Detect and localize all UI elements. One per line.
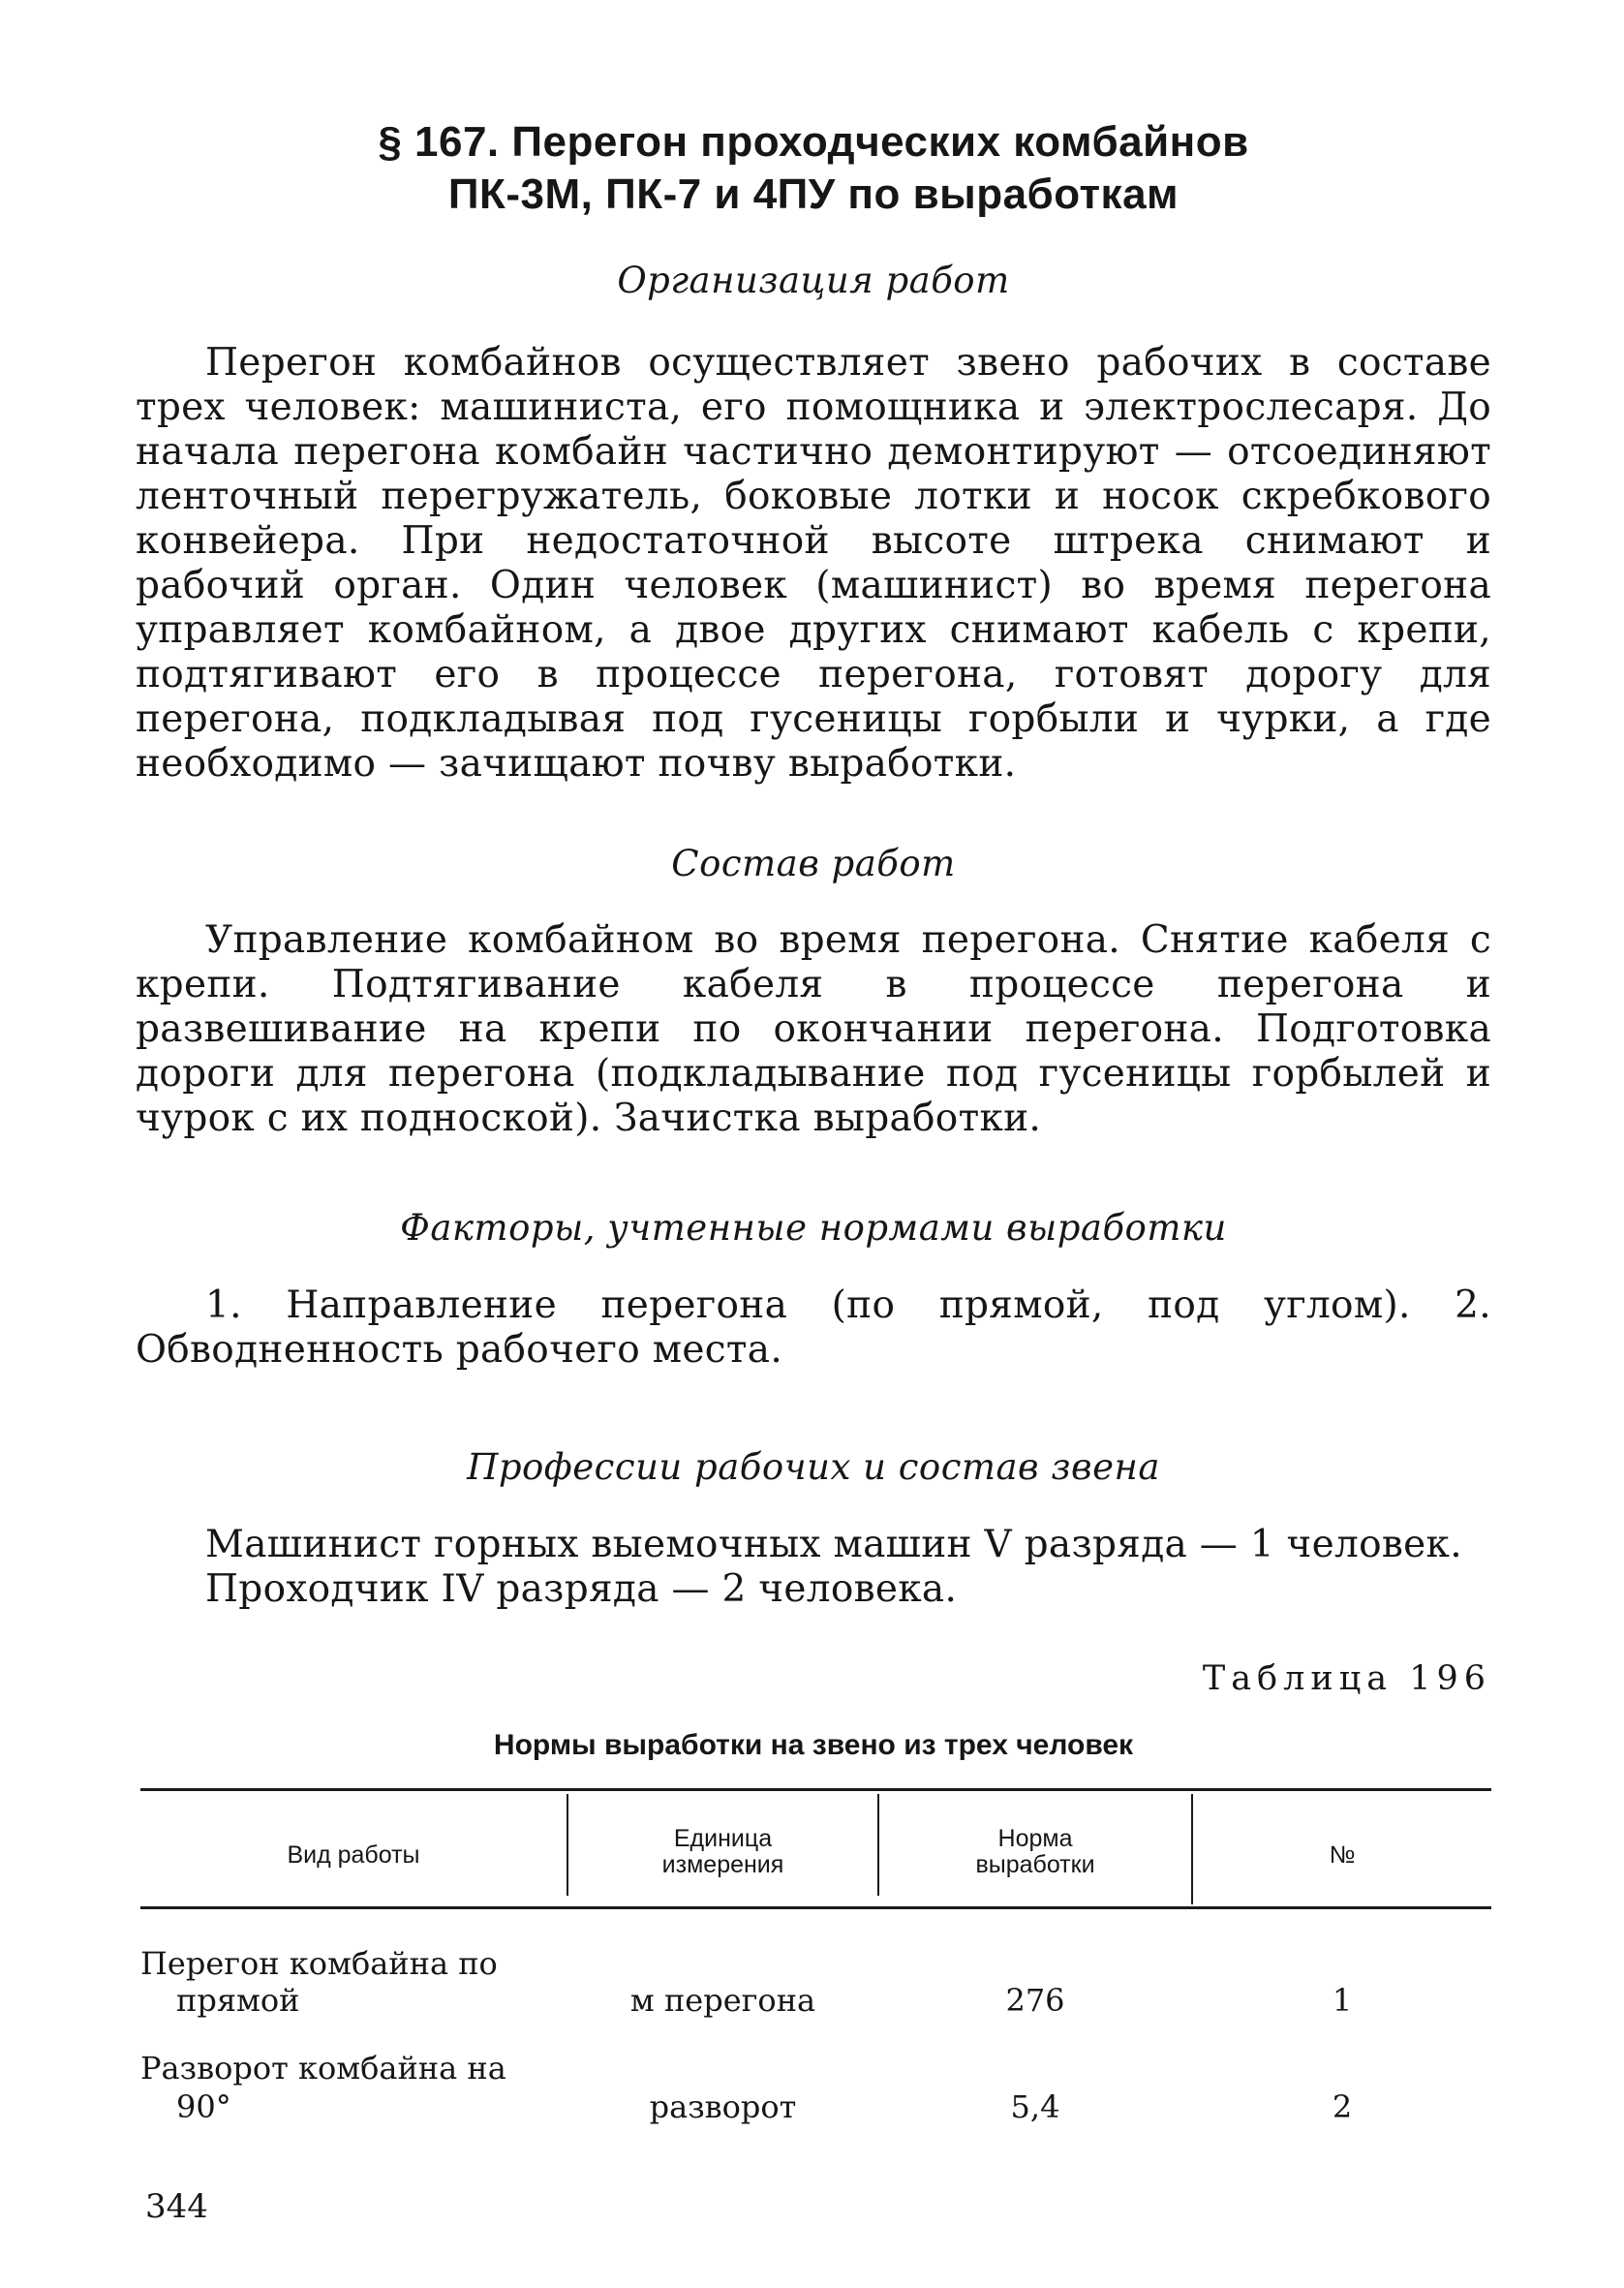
row-number: 2 bbox=[1332, 2088, 1353, 2125]
table-title: Нормы выработки на звено из трех человек bbox=[493, 1729, 1134, 1761]
factors-text: 1. Направление перегона (по прямой, под углом). 2. Обводненность рабочего места. bbox=[136, 1283, 1491, 1372]
composition-text: Управление комбайном во время перегона. Снятие кабеля с крепи. Подтягивание кабеля в процессе перегона и развешивание на крепи по окончании перегона. Подготовка дороги для перегона (подкладывание под гусеницы горбылей и чурок с их подноской). Зачистка выработки. bbox=[136, 918, 1491, 1140]
header-unit: Единица измерения bbox=[661, 1825, 784, 1878]
professions-line-2: Проходчик IV разряда — 2 человека. bbox=[205, 1567, 958, 1611]
row-work-line-2: 90° bbox=[176, 2088, 231, 2125]
professions-heading: Профессии рабочих и состав звена bbox=[467, 1446, 1160, 1488]
row-work-line-1: Перегон комбайна по bbox=[140, 1945, 498, 1982]
row-norm: 5,4 bbox=[1010, 2088, 1060, 2125]
header-work-type: Вид работы bbox=[287, 1841, 420, 1869]
row-number: 1 bbox=[1332, 1982, 1353, 2019]
table-top-rule bbox=[140, 1788, 1491, 1791]
composition-heading: Состав работ bbox=[671, 843, 956, 884]
professions-line-1: Машинист горных выемочных машин V разряда — 1 человек. bbox=[205, 1523, 1462, 1566]
row-unit: разворот bbox=[649, 2088, 797, 2125]
page-title bbox=[136, 116, 1491, 221]
row-unit: м перегона bbox=[629, 1982, 816, 2019]
organization-heading: Организация работ bbox=[617, 260, 1010, 301]
page-number: 344 bbox=[145, 2187, 208, 2226]
header-number: № bbox=[1329, 1841, 1356, 1869]
row-norm: 276 bbox=[1005, 1982, 1065, 2019]
row-work-line-2: прямой bbox=[176, 1982, 300, 2019]
table-header-rule bbox=[140, 1906, 1491, 1909]
title-line-1: § 167. Перегон проходческих комбайнов bbox=[378, 118, 1249, 166]
row-work-line-1: Разворот комбайна на bbox=[140, 2050, 506, 2087]
title-line-2: ПК-3М, ПК-7 и 4ПУ по выработкам bbox=[447, 170, 1180, 218]
header-norm: Норма выработки bbox=[975, 1825, 1095, 1878]
factors-heading: Факторы, учтенные нормами выработки bbox=[400, 1207, 1227, 1249]
organization-text: Перегон комбайнов осуществляет звено рабочих в составе трех человек: машиниста, его помощника и электрослесаря. До начала перегона комбайн частично демонтируют — отсоединяют ленточный перегружатель, боковые лотки и носок скребкового конвейера. При недостаточной высоте штрека снимают и рабочий орган. Один человек (машинист) во время перегона управляет комбайном, а двое других снимают кабель с крепи, подтягивают его в процессе перегона, готовят дорогу для перегона, подкладывая под гусеницы горбыли и чурки, а где необходимо — зачищают почву выработки. bbox=[136, 341, 1491, 786]
table-label: Таблица 196 bbox=[1202, 1659, 1491, 1698]
